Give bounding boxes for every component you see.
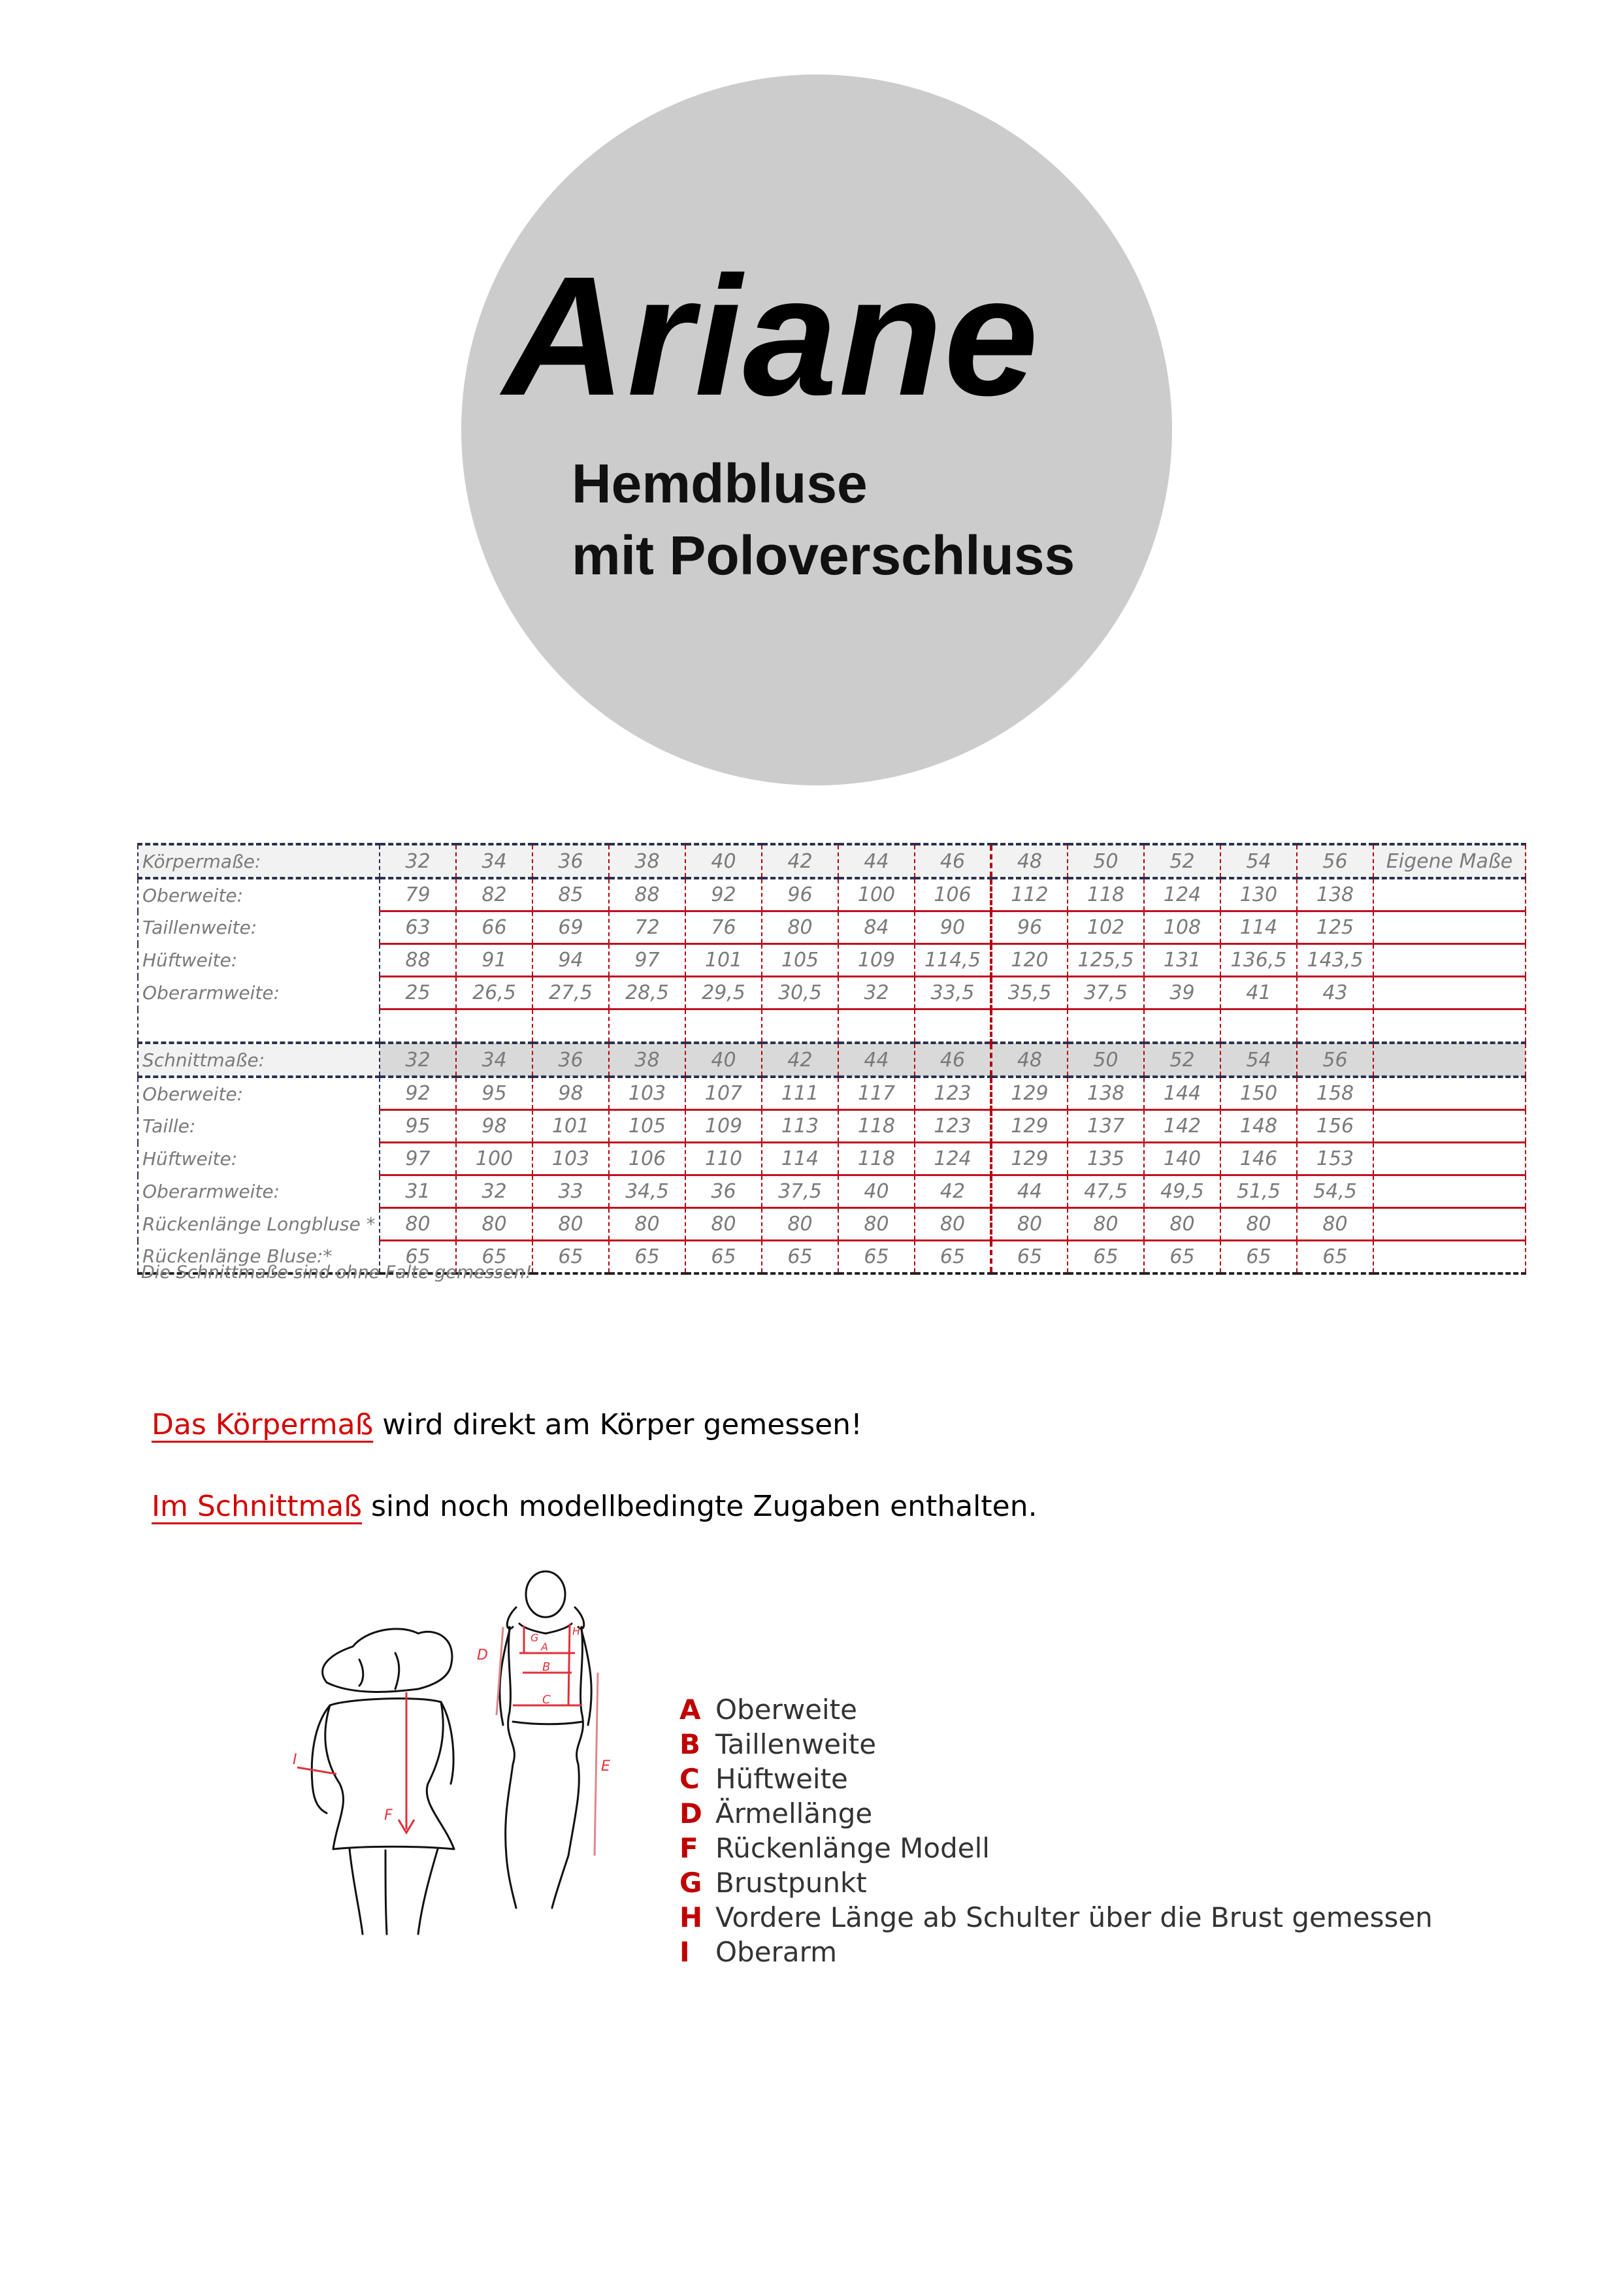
measurement-cell: 80 bbox=[380, 1208, 456, 1241]
legend-item bbox=[679, 1692, 1433, 1727]
measurement-cell: 95 bbox=[380, 1110, 456, 1143]
measurement-cell: 144 bbox=[1144, 1077, 1220, 1110]
table-row bbox=[138, 977, 1526, 1009]
measurement-cell: 95 bbox=[456, 1077, 532, 1110]
spacer-cell bbox=[380, 1009, 456, 1043]
measurement-cell: 98 bbox=[532, 1077, 609, 1110]
spacer-row bbox=[138, 1009, 1526, 1043]
measurement-cell: 107 bbox=[685, 1077, 762, 1110]
subtitle-line-2: mit Poloverschluss bbox=[572, 525, 1075, 586]
label-H: H bbox=[572, 1625, 581, 1637]
legend-letter: F bbox=[679, 1832, 698, 1864]
spacer-cell bbox=[1373, 1009, 1526, 1043]
measurement-cell: 110 bbox=[685, 1143, 762, 1175]
measurement-cell: 80 bbox=[1144, 1208, 1220, 1241]
measurement-cell: 146 bbox=[1220, 1143, 1297, 1175]
row-label: Oberweite: bbox=[138, 1077, 380, 1110]
own-measure-input-cell[interactable] bbox=[1373, 1241, 1526, 1274]
measurement-cell: 109 bbox=[685, 1110, 762, 1143]
measurement-cell: 114 bbox=[762, 1143, 838, 1175]
measurement-cell: 140 bbox=[1144, 1143, 1220, 1175]
measurement-cell: 80 bbox=[838, 1208, 915, 1241]
pattern-measure-highlight: Im Schnittmaß bbox=[152, 1490, 362, 1523]
legend-item bbox=[679, 1727, 1433, 1762]
size-header-cell: 38 bbox=[609, 1043, 685, 1077]
measurement-cell: 131 bbox=[1144, 944, 1220, 977]
back-view-figure bbox=[312, 1629, 454, 1934]
legend-letter: A bbox=[679, 1694, 701, 1726]
measurement-cell: 47,5 bbox=[1068, 1175, 1144, 1208]
measurement-cell: 27,5 bbox=[532, 977, 609, 1009]
row-label: Taille: bbox=[138, 1110, 380, 1143]
legend-item bbox=[679, 1762, 1433, 1796]
measurement-cell: 92 bbox=[380, 1077, 456, 1110]
table-row bbox=[138, 878, 1526, 911]
size-header-cell: 54 bbox=[1220, 1043, 1297, 1077]
size-header-cell: 52 bbox=[1144, 844, 1220, 878]
measurement-cell: 112 bbox=[991, 878, 1068, 911]
spacer-cell bbox=[1068, 1009, 1144, 1043]
measurement-cell: 80 bbox=[456, 1208, 532, 1241]
table-row bbox=[138, 944, 1526, 977]
legend-letter: G bbox=[679, 1867, 702, 1899]
legend-letter: D bbox=[679, 1797, 702, 1829]
measurement-cell: 65 bbox=[991, 1241, 1068, 1274]
measurement-cell: 65 bbox=[685, 1241, 762, 1274]
measurement-cell: 109 bbox=[838, 944, 915, 977]
measurement-cell: 37,5 bbox=[1068, 977, 1144, 1009]
legend-text: Ärmellänge bbox=[715, 1797, 873, 1829]
measurement-cell: 136,5 bbox=[1220, 944, 1297, 977]
legend-item bbox=[679, 1831, 1433, 1865]
body-measure-info bbox=[152, 1408, 862, 1441]
measurement-cell: 142 bbox=[1144, 1110, 1220, 1143]
own-measure-input-cell[interactable] bbox=[1373, 977, 1526, 1009]
measurement-figure bbox=[287, 1568, 647, 2189]
measurement-cell: 135 bbox=[1068, 1143, 1144, 1175]
measurement-cell: 129 bbox=[991, 1110, 1068, 1143]
legend-text: Oberweite bbox=[715, 1694, 857, 1726]
size-header-cell: 56 bbox=[1297, 1043, 1373, 1077]
measurement-cell: 25 bbox=[380, 977, 456, 1009]
legend-letter: B bbox=[679, 1728, 701, 1760]
measurement-cell: 41 bbox=[1220, 977, 1297, 1009]
measurement-cell: 28,5 bbox=[609, 977, 685, 1009]
measurement-cell: 36 bbox=[685, 1175, 762, 1208]
size-header-cell: 48 bbox=[991, 844, 1068, 878]
measurement-cell: 101 bbox=[685, 944, 762, 977]
measurement-cell: 148 bbox=[1220, 1110, 1297, 1143]
measurement-cell: 108 bbox=[1144, 911, 1220, 944]
measurement-cell: 103 bbox=[532, 1143, 609, 1175]
size-header-cell: 52 bbox=[1144, 1043, 1220, 1077]
legend-item bbox=[679, 1900, 1433, 1935]
body_measures-section-label: Körpermaße: bbox=[138, 844, 380, 878]
pattern-subtitle bbox=[572, 448, 1075, 591]
size-header-cell: 34 bbox=[456, 844, 532, 878]
spacer-cell bbox=[1297, 1009, 1373, 1043]
own-measures-header: Eigene Maße bbox=[1373, 844, 1526, 878]
legend-text: Hüftweite bbox=[715, 1763, 848, 1795]
table-row bbox=[138, 1175, 1526, 1208]
table-row bbox=[138, 1208, 1526, 1241]
measurement-cell: 82 bbox=[456, 878, 532, 911]
table-row bbox=[138, 1077, 1526, 1110]
row-label: Taillenweite: bbox=[138, 911, 380, 944]
measurement-cell: 125,5 bbox=[1068, 944, 1144, 977]
measurement-cell: 31 bbox=[380, 1175, 456, 1208]
size-header-cell: 32 bbox=[380, 1043, 456, 1077]
body-measure-text: wird direkt am Körper gemessen! bbox=[373, 1408, 862, 1441]
size-header-cell: 42 bbox=[762, 844, 838, 878]
table-row bbox=[138, 911, 1526, 944]
measurement-cell: 44 bbox=[991, 1175, 1068, 1208]
row-label: Rückenlänge Bluse:* bbox=[138, 1241, 380, 1274]
subtitle-line-1: Hemdbluse bbox=[572, 453, 868, 514]
size-table bbox=[137, 843, 1526, 1275]
measurement-cell: 80 bbox=[762, 911, 838, 944]
spacer-cell bbox=[532, 1009, 609, 1043]
pattern_measures-section-label: Schnittmaße: bbox=[138, 1043, 380, 1077]
size-header-cell: 50 bbox=[1068, 1043, 1144, 1077]
measurement-cell: 100 bbox=[838, 878, 915, 911]
length-line-E bbox=[595, 1673, 598, 1856]
measurement-cell: 65 bbox=[380, 1241, 456, 1274]
table-note: Die Schnittmaße sind ohne Falte gemessen! bbox=[141, 1262, 532, 1283]
measurement-cell: 158 bbox=[1297, 1077, 1373, 1110]
measurement-cell: 124 bbox=[915, 1143, 991, 1175]
table-row bbox=[138, 1110, 1526, 1143]
own-measure-input-cell[interactable] bbox=[1373, 1143, 1526, 1175]
size-header-cell: 36 bbox=[532, 844, 609, 878]
measurement-cell: 105 bbox=[609, 1110, 685, 1143]
measurement-cell: 100 bbox=[456, 1143, 532, 1175]
measurement-cell: 40 bbox=[838, 1175, 915, 1208]
size-header-cell: 40 bbox=[685, 844, 762, 878]
measurement-cell: 129 bbox=[991, 1077, 1068, 1110]
spacer-cell bbox=[685, 1009, 762, 1043]
label-C: C bbox=[542, 1693, 551, 1707]
measurement-cell: 125 bbox=[1297, 911, 1373, 944]
measurement-cell: 33,5 bbox=[915, 977, 991, 1009]
spacer-cell bbox=[915, 1009, 991, 1043]
pattern-measure-info bbox=[152, 1490, 1037, 1523]
measurement-cell: 97 bbox=[609, 944, 685, 977]
measurement-cell: 80 bbox=[609, 1208, 685, 1241]
legend-text: Oberarm bbox=[715, 1936, 838, 1968]
own-measure-input-cell[interactable] bbox=[1373, 1110, 1526, 1143]
measurement-cell: 156 bbox=[1297, 1110, 1373, 1143]
legend-letter: H bbox=[679, 1901, 703, 1933]
measurement-cell: 42 bbox=[915, 1175, 991, 1208]
row-label: Oberarmweite: bbox=[138, 1175, 380, 1208]
measurement-cell: 85 bbox=[532, 878, 609, 911]
measurement-cell: 65 bbox=[915, 1241, 991, 1274]
measurement-cell: 84 bbox=[838, 911, 915, 944]
measurement-cell: 153 bbox=[1297, 1143, 1373, 1175]
measurement-cell: 118 bbox=[1068, 878, 1144, 911]
pattern-name: Ariane bbox=[503, 242, 1040, 431]
spacer-cell bbox=[609, 1009, 685, 1043]
row-label: Hüftweite: bbox=[138, 1143, 380, 1175]
measurement-cell: 80 bbox=[915, 1208, 991, 1241]
measurement-cell: 98 bbox=[456, 1110, 532, 1143]
front-view-figure bbox=[500, 1571, 591, 1908]
size-header-cell: 46 bbox=[915, 844, 991, 878]
pattern-measure-text: sind noch modellbedingte Zugaben enthalten. bbox=[362, 1490, 1037, 1523]
spacer-cell bbox=[1220, 1009, 1297, 1043]
spacer-cell bbox=[991, 1009, 1068, 1043]
measurement-cell: 65 bbox=[609, 1241, 685, 1274]
measurement-cell: 91 bbox=[456, 944, 532, 977]
measurement-cell: 80 bbox=[532, 1208, 609, 1241]
row-label: Rückenlänge Longbluse * bbox=[138, 1208, 380, 1241]
measurement-cell: 54,5 bbox=[1297, 1175, 1373, 1208]
size-header-cell: 54 bbox=[1220, 844, 1297, 878]
measurement-cell: 138 bbox=[1297, 878, 1373, 911]
measurement-cell: 118 bbox=[838, 1143, 915, 1175]
legend-text: Rückenlänge Modell bbox=[715, 1832, 990, 1864]
measurement-cell: 76 bbox=[685, 911, 762, 944]
measurement-cell: 65 bbox=[456, 1241, 532, 1274]
spacer-cell bbox=[456, 1009, 532, 1043]
size-header-cell: 42 bbox=[762, 1043, 838, 1077]
measurement-cell: 117 bbox=[838, 1077, 915, 1110]
measurement-cell: 37,5 bbox=[762, 1175, 838, 1208]
measurement-cell: 80 bbox=[991, 1208, 1068, 1241]
measurement-cell: 97 bbox=[380, 1143, 456, 1175]
measurement-cell: 114,5 bbox=[915, 944, 991, 977]
legend-text: Brustpunkt bbox=[715, 1867, 867, 1899]
legend-item bbox=[679, 1865, 1433, 1900]
body_measures-header-row bbox=[138, 844, 1526, 878]
measurement-cell: 101 bbox=[532, 1110, 609, 1143]
size-header-cell: 50 bbox=[1068, 844, 1144, 878]
measurement-cell: 130 bbox=[1220, 878, 1297, 911]
measurement-cell: 113 bbox=[762, 1110, 838, 1143]
measurement-cell: 88 bbox=[380, 944, 456, 977]
own-measure-input-cell[interactable] bbox=[1373, 1175, 1526, 1208]
size-header-cell: 48 bbox=[991, 1043, 1068, 1077]
spacer-label bbox=[138, 1009, 380, 1043]
label-D: D bbox=[477, 1647, 488, 1664]
measurement-cell: 63 bbox=[380, 911, 456, 944]
measurement-cell: 65 bbox=[1297, 1241, 1373, 1274]
row-label: Hüftweite: bbox=[138, 944, 380, 977]
size-header-cell: 46 bbox=[915, 1043, 991, 1077]
measurement-cell: 80 bbox=[1297, 1208, 1373, 1241]
size-header-cell: 44 bbox=[838, 844, 915, 878]
label-F: F bbox=[384, 1807, 393, 1824]
measurement-cell: 34,5 bbox=[609, 1175, 685, 1208]
measurement-cell: 29,5 bbox=[685, 977, 762, 1009]
label-B: B bbox=[542, 1660, 551, 1674]
measurement-cell: 66 bbox=[456, 911, 532, 944]
measurement-cell: 90 bbox=[915, 911, 991, 944]
label-A: A bbox=[541, 1641, 548, 1653]
size-header-cell: 56 bbox=[1297, 844, 1373, 878]
measurement-cell: 69 bbox=[532, 911, 609, 944]
pattern_measures-header-row bbox=[138, 1043, 1526, 1077]
size-header-cell: 34 bbox=[456, 1043, 532, 1077]
legend-text: Vordere Länge ab Schulter über die Brust gemessen bbox=[715, 1901, 1433, 1933]
measurement-cell: 39 bbox=[1144, 977, 1220, 1009]
measurement-cell: 120 bbox=[991, 944, 1068, 977]
measurement-cell: 80 bbox=[762, 1208, 838, 1241]
measurement-legend bbox=[679, 1692, 1433, 1969]
measurement-cell: 143,5 bbox=[1297, 944, 1373, 977]
size-header-cell: 36 bbox=[532, 1043, 609, 1077]
own-measures-header bbox=[1373, 1043, 1526, 1077]
measurement-cell: 80 bbox=[1068, 1208, 1144, 1241]
size-header-cell: 44 bbox=[838, 1043, 915, 1077]
measurement-cell: 123 bbox=[915, 1077, 991, 1110]
measurement-cell: 43 bbox=[1297, 977, 1373, 1009]
measurement-cell: 106 bbox=[609, 1143, 685, 1175]
measurement-cell: 118 bbox=[838, 1110, 915, 1143]
size-header-cell: 32 bbox=[380, 844, 456, 878]
own-measure-input-cell[interactable] bbox=[1373, 1077, 1526, 1110]
measurement-cell: 65 bbox=[1220, 1241, 1297, 1274]
measurement-cell: 137 bbox=[1068, 1110, 1144, 1143]
measurement-cell: 65 bbox=[532, 1241, 609, 1274]
measurement-cell: 150 bbox=[1220, 1077, 1297, 1110]
spacer-cell bbox=[838, 1009, 915, 1043]
own-measure-input-cell[interactable] bbox=[1373, 1208, 1526, 1241]
measurement-cell: 88 bbox=[609, 878, 685, 911]
measurement-cell: 80 bbox=[1220, 1208, 1297, 1241]
label-G: G bbox=[531, 1632, 539, 1644]
measurement-cell: 96 bbox=[762, 878, 838, 911]
own-measure-input-cell[interactable] bbox=[1373, 944, 1526, 977]
measurement-cell: 32 bbox=[838, 977, 915, 1009]
measurement-cell: 33 bbox=[532, 1175, 609, 1208]
legend-letter: I bbox=[679, 1936, 690, 1968]
measurement-cell: 51,5 bbox=[1220, 1175, 1297, 1208]
own-measure-input-cell[interactable] bbox=[1373, 878, 1526, 911]
measurement-lines bbox=[297, 1624, 598, 1856]
body-measure-highlight: Das Körpermaß bbox=[152, 1408, 374, 1441]
label-I: I bbox=[293, 1752, 297, 1768]
measurement-cell: 72 bbox=[609, 911, 685, 944]
label-E: E bbox=[601, 1758, 610, 1775]
measurement-cell: 65 bbox=[838, 1241, 915, 1274]
measurement-cell: 124 bbox=[1144, 878, 1220, 911]
size-header-cell: 38 bbox=[609, 844, 685, 878]
measurement-cell: 96 bbox=[991, 911, 1068, 944]
measurement-cell: 65 bbox=[1144, 1241, 1220, 1274]
legend-item bbox=[679, 1935, 1433, 1969]
measurement-cell: 111 bbox=[762, 1077, 838, 1110]
front-length-line-H bbox=[568, 1624, 570, 1705]
spacer-cell bbox=[1144, 1009, 1220, 1043]
legend-item bbox=[679, 1796, 1433, 1831]
measurement-cell: 26,5 bbox=[456, 977, 532, 1009]
legend-text: Taillenweite bbox=[715, 1728, 877, 1760]
measurement-cell: 129 bbox=[991, 1143, 1068, 1175]
measurement-cell: 114 bbox=[1220, 911, 1297, 944]
measurement-cell: 138 bbox=[1068, 1077, 1144, 1110]
measurement-cell: 106 bbox=[915, 878, 991, 911]
measurement-cell: 92 bbox=[685, 878, 762, 911]
measurement-cell: 79 bbox=[380, 878, 456, 911]
measurement-cell: 30,5 bbox=[762, 977, 838, 1009]
measurement-cell: 80 bbox=[685, 1208, 762, 1241]
measurement-cell: 65 bbox=[762, 1241, 838, 1274]
measurement-cell: 102 bbox=[1068, 911, 1144, 944]
row-label: Oberweite: bbox=[138, 878, 380, 911]
legend-letter: C bbox=[679, 1763, 700, 1795]
measurement-cell: 94 bbox=[532, 944, 609, 977]
measurement-cell: 35,5 bbox=[991, 977, 1068, 1009]
measurement-cell: 49,5 bbox=[1144, 1175, 1220, 1208]
size-header-cell: 40 bbox=[685, 1043, 762, 1077]
row-label: Oberarmweite: bbox=[138, 977, 380, 1009]
measurement-cell: 123 bbox=[915, 1110, 991, 1143]
own-measure-input-cell[interactable] bbox=[1373, 911, 1526, 944]
measurement-cell: 32 bbox=[456, 1175, 532, 1208]
measurement-cell: 105 bbox=[762, 944, 838, 977]
measurement-cell: 65 bbox=[1068, 1241, 1144, 1274]
spacer-cell bbox=[762, 1009, 838, 1043]
table-row bbox=[138, 1143, 1526, 1175]
measurement-cell: 103 bbox=[609, 1077, 685, 1110]
